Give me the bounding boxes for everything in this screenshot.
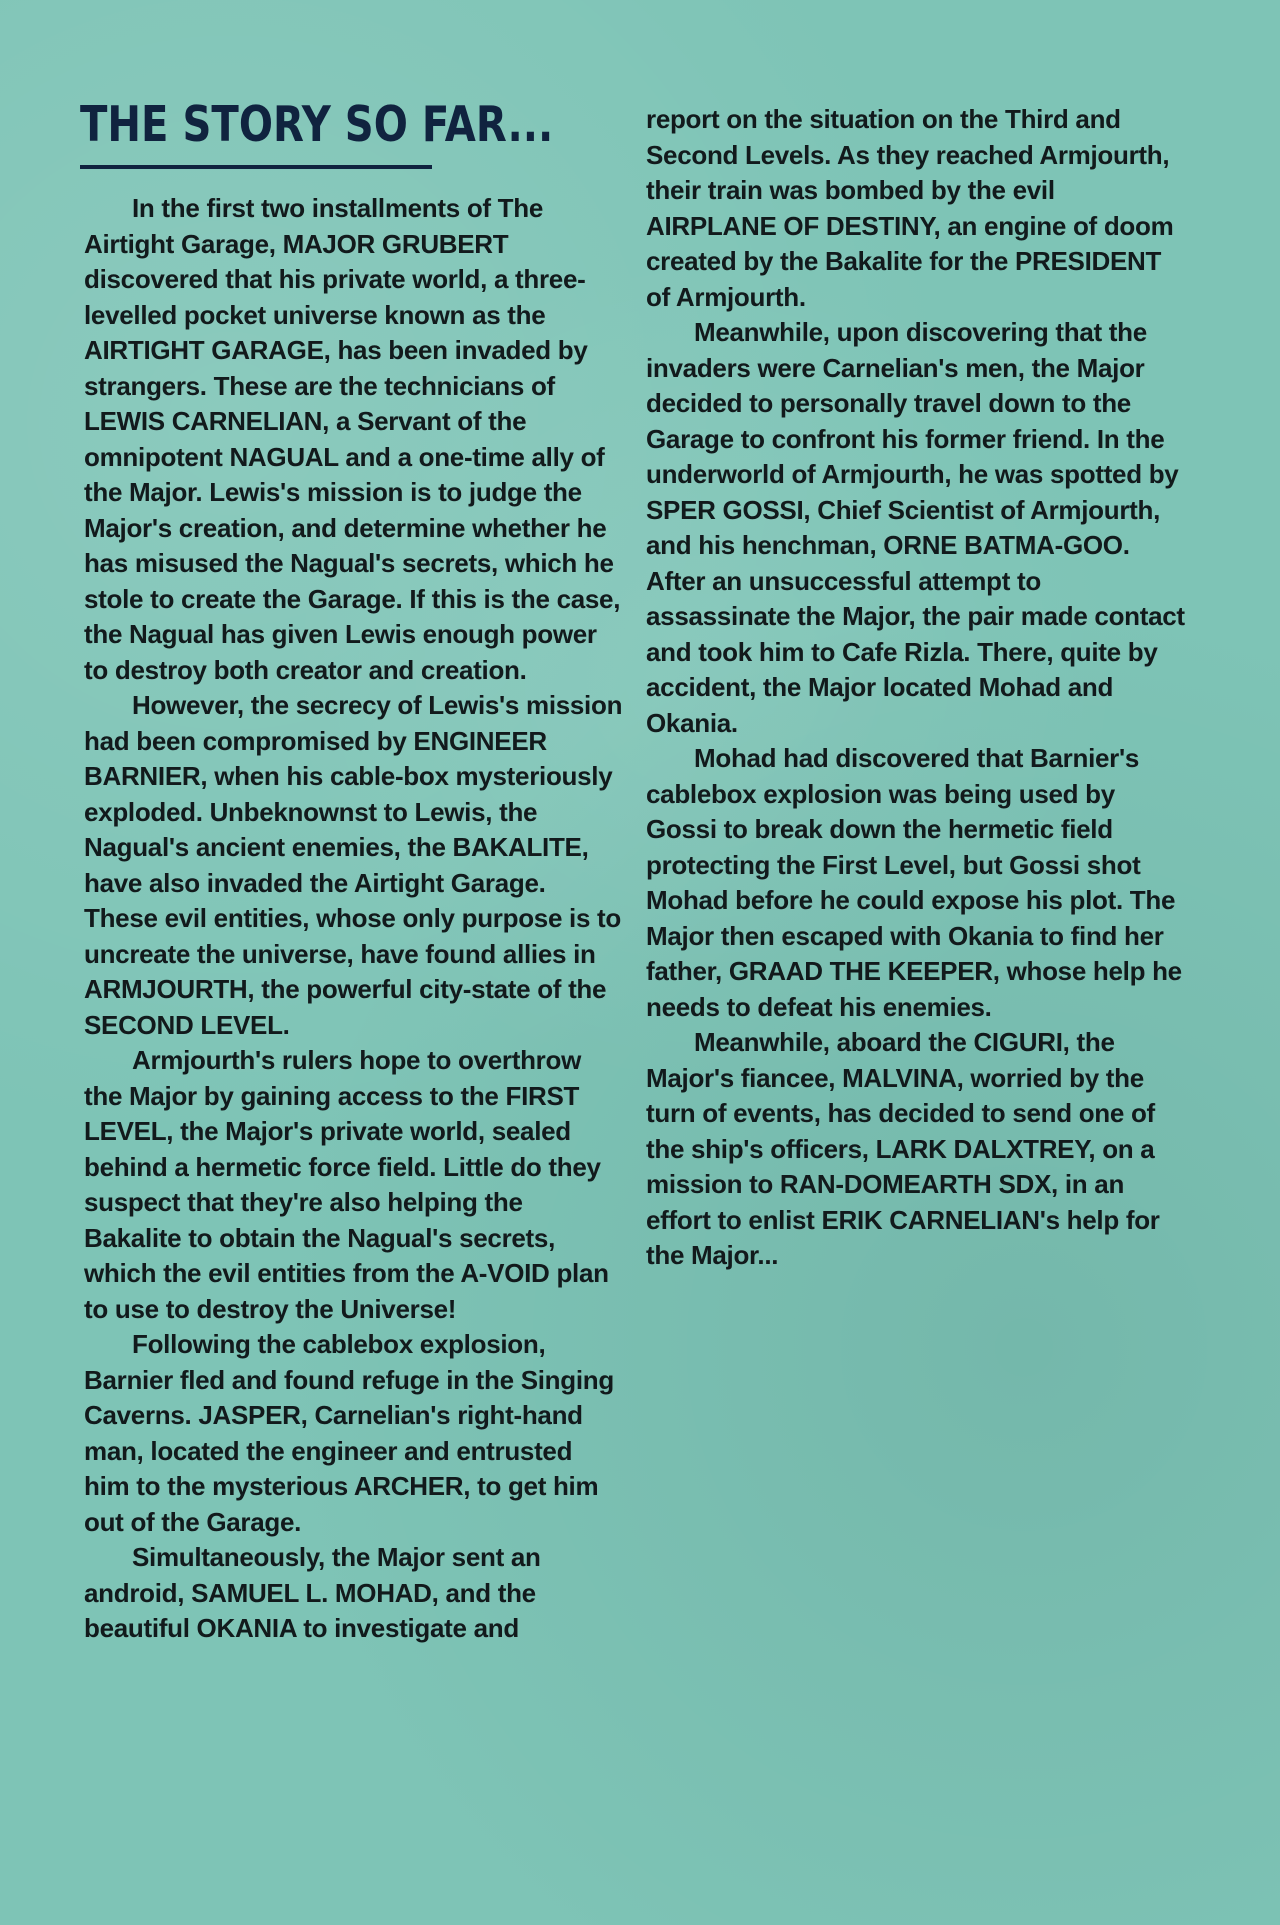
left-text-column: [84, 191, 624, 1647]
story-paragraph: In the first two installments of The Airtight Garage, MAJOR GRUBERT discovered that his private world, a three-levelled pocket universe known as the AIRTIGHT GARAGE, has been invaded by strangers. These are the technicians of LEWIS CARNELIAN, a Servant of the omnipotent NAGUAL and a one-time ally of the Major. Lewis's mission is to judge the Major's creation, and determine whether he has misused the Nagual's secrets, which he stole to create the Garage. If this is the case, the Nagual has given Lewis enough power to destroy both creator and creation.: [84, 193, 621, 685]
story-paragraph-continued: report on the situation on the Third and Second Levels. As they reached Armjourth, their train was bombed by the evil AIRPLANE OF DESTINY, an engine of doom created by the Bakalite for the PRESIDENT of Armjourth.: [646, 104, 1174, 312]
story-paragraph: However, the secrecy of Lewis's mission had been compromised by ENGINEER BARNIER, when his cable-box mysteriously exploded. Unbeknownst to Lewis, the Nagual's ancient enemies, the BAKALITE, have also invaded the Airtight Garage. These evil entities, whose only purpose is to uncreate the universe, have found allies in ARMJOURTH, the powerful city-state of the SECOND LEVEL.: [84, 690, 623, 1040]
story-paragraph: Simultaneously, the Major sent an android, SAMUEL L. MOHAD, and the beautiful OKANIA to investigate and: [84, 1542, 541, 1643]
page-title: THE STORY SO FAR...: [80, 96, 554, 153]
story-paragraph: Armjourth's rulers hope to overthrow the Major by gaining access to the FIRST LEVEL, the Major's private world, sealed behind a hermetic force field. Little do they suspect that they're also helping the Bakalite to obtain the Nagual's secrets, which the evil entities from the A-VOID plan to use to destroy the Universe!: [84, 1045, 609, 1324]
story-paragraph: Meanwhile, aboard the CIGURI, the Major's fiancee, MALVINA, worried by the turn of events, has decided to send one of the ship's officers, LARK DALXTREY, on a mission to RAN-DOMEARTH SDX, in an effort to enlist ERIK CARNELIAN's help for the Major...: [646, 1027, 1160, 1270]
right-text-column: [646, 102, 1186, 1274]
story-paragraph: Following the cablebox explosion, Barnier fled and found refuge in the Singing Caverns. JASPER, Carnelian's right-hand man, located the engineer and entrusted him to the mysterious ARCHER, to get him out of the Garage.: [84, 1329, 614, 1537]
story-paragraph: Mohad had discovered that Barnier's cablebox explosion was being used by Gossi to break down the hermetic field protecting the First Level, but Gossi shot Mohad before he could expose his plot. The Major then escaped with Okania to find her father, GRAAD THE KEEPER, whose help he needs to defeat his enemies.: [646, 743, 1182, 1022]
story-paragraph: Meanwhile, upon discovering that the invaders were Carnelian's men, the Major decided to personally travel down to the Garage to confront his former friend. In the underworld of Armjourth, he was spotted by SPER GOSSI, Chief Scientist of Armjourth, and his henchman, ORNE BATMA-GOO. After an unsuccessful attempt to assassinate the Major, the pair made contact and took him to Cafe Rizla. There, quite by accident, the Major located Mohad and Okania.: [646, 317, 1185, 738]
title-underline: [80, 165, 432, 169]
